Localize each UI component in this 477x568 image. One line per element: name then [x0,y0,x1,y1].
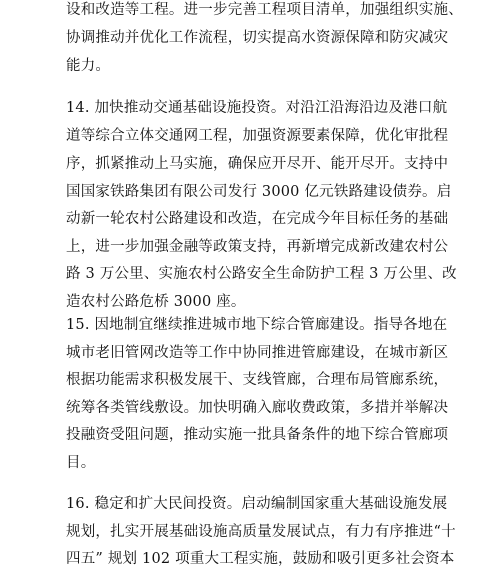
p16-line-2: 规划，扎实开展基础设施高质量发展试点，有力有序推进“十 [66,524,456,540]
p14-line-8: 造农村公路危桥 3000 座。 [66,294,246,310]
p15-line-6: 目。 [66,455,96,471]
p15-line-1: 15. 因地制宜继续推进城市地下综合管廊建设。指导各地在 [66,317,448,333]
p15-line-2: 城市老旧管网改造等工作中协同推进管廊建设，在城市新区 [66,345,449,361]
p16-line-1: 16. 稳定和扩大民间投资。启动编制国家重大基础设施发展 [66,496,448,512]
p14-line-2: 道等综合立体交通网工程，加强资源要素保障，优化审批程 [66,128,449,144]
p14-line-7: 路 3 万公里、实施农村公路安全生命防护工程 3 万公里、改 [66,266,457,282]
p16-line-3: 四五” 规划 102 项重大工程实施，鼓励和吸引更多社会资本 [66,551,455,567]
p15-line-5: 投融资受阻问题，推动实施一批具备条件的地下综合管廊项 [66,427,449,443]
p14-line-5: 动新一轮农村公路建设和改造，在完成今年目标任务的基础 [66,211,449,227]
p14-line-6: 上，进一步加强金融等政策支持，再新增完成新改建农村公 [66,239,449,255]
p15-line-4: 统筹各类管线敷设。加快明确入廊收费政策，多措并举解决 [66,400,449,416]
p13-line-2: 协调推动并优化工作流程，切实提高水资源保障和防灾减灾 [66,30,449,46]
p14-line-3: 序，抓紧推动上马实施，确保应开尽开、能开尽开。支持中 [66,156,449,172]
p13-line-3: 能力。 [66,58,111,74]
p14-line-1: 14. 加快推动交通基础设施投资。对沿江沿海沿边及港口航 [66,100,448,116]
p14-line-4: 国国家铁路集团有限公司发行 3000 亿元铁路建设债券。启 [66,184,452,200]
p15-line-3: 根据功能需求积极发展干、支线管廊，合理布局管廊系统， [66,372,449,388]
p13-line-1: 设和改造等工程。进一步完善工程项目清单，加强组织实施、 [66,2,463,18]
